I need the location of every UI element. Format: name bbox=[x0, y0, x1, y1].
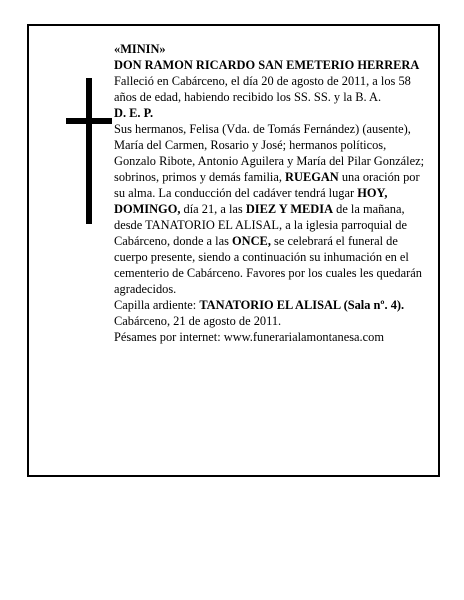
family-text-3: día 21, a las bbox=[180, 202, 246, 216]
family-text-2: una oración por su alma. La conducción del cadáver tendrá lugar bbox=[114, 170, 420, 200]
obituary-text bbox=[114, 41, 426, 345]
capilla-line bbox=[114, 297, 426, 313]
hora-text: DIEZ Y MEDIA bbox=[245, 202, 334, 216]
family-paragraph bbox=[114, 121, 426, 297]
family-text-5: se celebrará el funeral de cuerpo presente, siendo a continuación su inhumación en el cementerio de Cabárceno. Favores por los cuales les quedarán agradecidos. bbox=[114, 234, 422, 296]
nickname: «MININ» bbox=[114, 42, 166, 56]
once-text: ONCE, bbox=[232, 234, 271, 248]
cross-horizontal-bar bbox=[66, 118, 112, 124]
family-text-1: Sus hermanos, Felisa (Vda. de Tomás Fernández) (ausente), María del Carmen, Rosario y José; hermanos políticos, Gonzalo Ribote, Antonio Aguilera y María del Pilar González; sobrinos, primos y demás familia, bbox=[114, 122, 425, 184]
date-line: Cabárceno, 21 de agosto de 2011. bbox=[114, 314, 282, 328]
family-text-4: de la mañana, desde TANATORIO EL ALISAL, a la iglesia parroquial de Cabárceno, donde a las bbox=[114, 202, 407, 248]
capilla-label: Capilla ardiente: bbox=[114, 298, 200, 312]
ruegan-text: RUEGAN bbox=[285, 170, 339, 184]
hoy-domingo-text: HOY, DOMINGO, bbox=[114, 186, 388, 216]
capilla-value: TANATORIO EL ALISAL (Sala nº. 4). bbox=[199, 298, 405, 312]
cross-vertical-bar bbox=[86, 78, 92, 224]
deceased-name: DON RAMON RICARDO SAN EMETERIO HERRERA bbox=[114, 58, 420, 72]
condolences-web-line: Pésames por internet: www.funerarialamontanesa.com bbox=[114, 330, 384, 344]
cross-icon bbox=[66, 78, 112, 224]
death-statement: Falleció en Cabárceno, el día 20 de agosto de 2011, a los 58 años de edad, habiendo recibido los SS. SS. y la B. A. bbox=[114, 74, 411, 104]
dep-line: D. E. P. bbox=[114, 106, 154, 120]
